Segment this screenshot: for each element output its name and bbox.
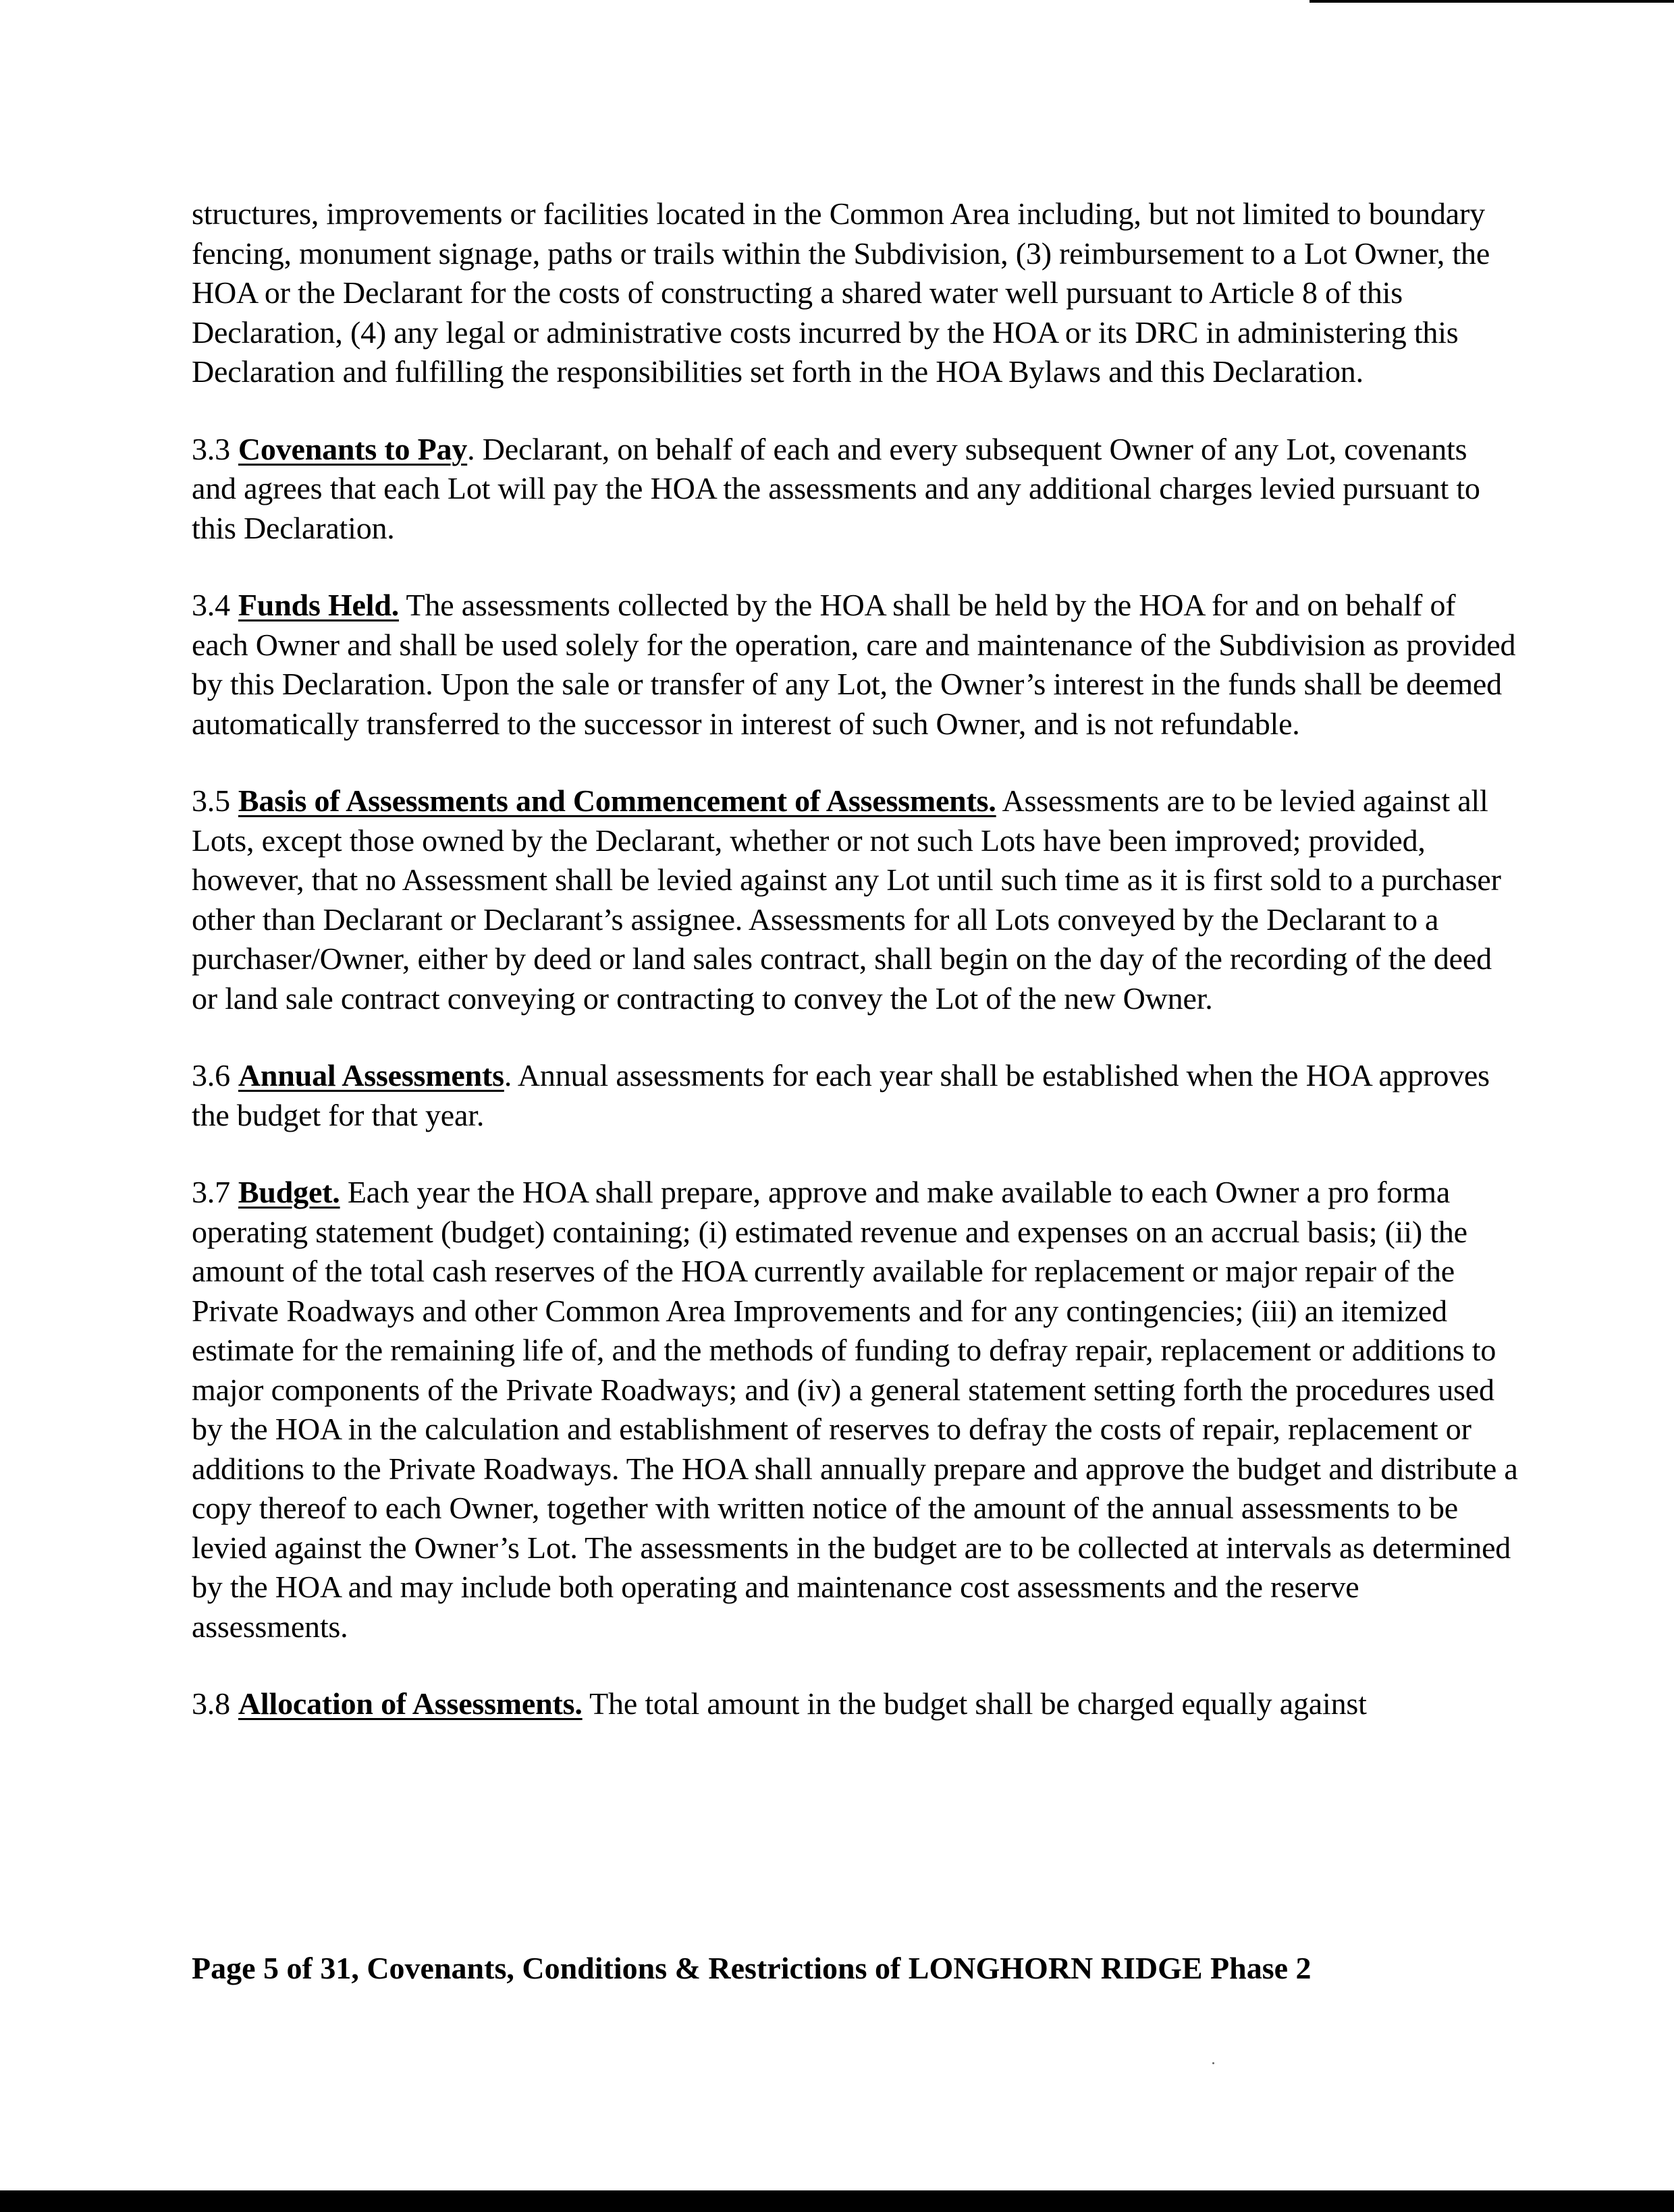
paragraph-text: structures, improvements or facilities located in the Common Area including, but not limited to boundary fencing, monument signage, paths or trails within the Subdivision, (3) reimbursement to a Lot Owner, the HOA or the Declarant for the costs of constructing a shared water well pursuant to Article 8 of this Declaration, (4) any legal or administrative costs incurred by the HOA or its DRC in administering this Declaration and fulfilling the responsibilities set forth in the HOA Bylaws and this Declaration. xyxy=(192,196,1490,389)
document-body xyxy=(192,194,1519,1762)
section-3-8 xyxy=(192,1684,1519,1724)
section-heading: Covenants to Pay xyxy=(238,431,468,466)
section-heading: Funds Held. xyxy=(238,588,400,622)
scan-speck xyxy=(1212,2062,1214,2064)
scan-edge-line xyxy=(1310,0,1674,3)
section-3-3 xyxy=(192,430,1519,549)
section-number: 3.5 xyxy=(192,783,230,818)
page-footer: Page 5 of 31, Covenants, Conditions & Restrictions of LONGHORN RIDGE Phase 2 xyxy=(192,1951,1312,1985)
section-text: The total amount in the budget shall be charged equally against xyxy=(582,1686,1367,1721)
section-text: The assessments collected by the HOA shall be held by the HOA for and on behalf of each Owner and shall be used solely for the operation, care and maintenance of the Subdivision as provided by this Declaration. Upon the sale or transfer of any Lot, the Owner’s interest in the funds shall be deemed automatically transferred to the successor in interest of such Owner, and is not refundable. xyxy=(192,588,1516,741)
section-text: . Annual assessments for each year shall be established when the HOA approves the budget for that year. xyxy=(192,1058,1490,1132)
scan-edge-bar xyxy=(0,2190,1674,2212)
section-heading: Budget. xyxy=(238,1175,340,1209)
section-text: Assessments are to be levied against all Lots, except those owned by the Declarant, whether or not such Lots have been improved; provided, however, that no Assessment shall be levied against any Lot until such time as it is first sold to a purchaser other than Declarant or Declarant’s assignee. Assessments for all Lots conveyed by the Declarant to a purchaser/Owner, either by deed or land sales contract, shall begin on the day of the recording of the deed or land sale contract conveying or contracting to convey the Lot of the new Owner. xyxy=(192,783,1501,1016)
section-number: 3.6 xyxy=(192,1058,230,1093)
section-heading: Annual Assessments xyxy=(238,1058,504,1093)
section-number: 3.4 xyxy=(192,588,230,622)
section-number: 3.7 xyxy=(192,1175,230,1209)
section-3-4 xyxy=(192,586,1519,744)
section-text: Each year the HOA shall prepare, approve and make available to each Owner a pro forma operating statement (budget) containing; (i) estimated revenue and expenses on an accrual basis; (ii) the amount of the total cash reserves of the HOA currently available for replacement or major repair of the Private Roadways and other Common Area Improvements and for any contingencies; (iii) an itemized estimate for the remaining life of, and the methods of funding to defray repair, replacement or additions to major components of the Private Roadways; and (iv) a general statement setting forth the procedures used by the HOA in the calculation and establishment of reserves to defray the costs of repair, replacement or additions to the Private Roadways. The HOA shall annually prepare and approve the budget and distribute a copy thereof to each Owner, together with written notice of the amount of the annual assessments to be levied against the Owner’s Lot. The assessments in the budget are to be collected at intervals as determined by the HOA and may include both operating and maintenance cost assessments and the reserve assessments. xyxy=(192,1175,1518,1644)
paragraph-continuation xyxy=(192,194,1519,392)
section-text: . Declarant, on behalf of each and every subsequent Owner of any Lot, covenants and agrees that each Lot will pay the HOA the assessments and any additional charges levied pursuant to this Declaration. xyxy=(192,431,1480,545)
section-3-5 xyxy=(192,781,1519,1018)
section-heading: Basis of Assessments and Commencement of Assessments. xyxy=(238,783,996,818)
section-number: 3.3 xyxy=(192,431,230,466)
section-3-7 xyxy=(192,1173,1519,1647)
section-3-6 xyxy=(192,1056,1519,1135)
section-heading: Allocation of Assessments. xyxy=(238,1686,583,1721)
section-number: 3.8 xyxy=(192,1686,230,1721)
